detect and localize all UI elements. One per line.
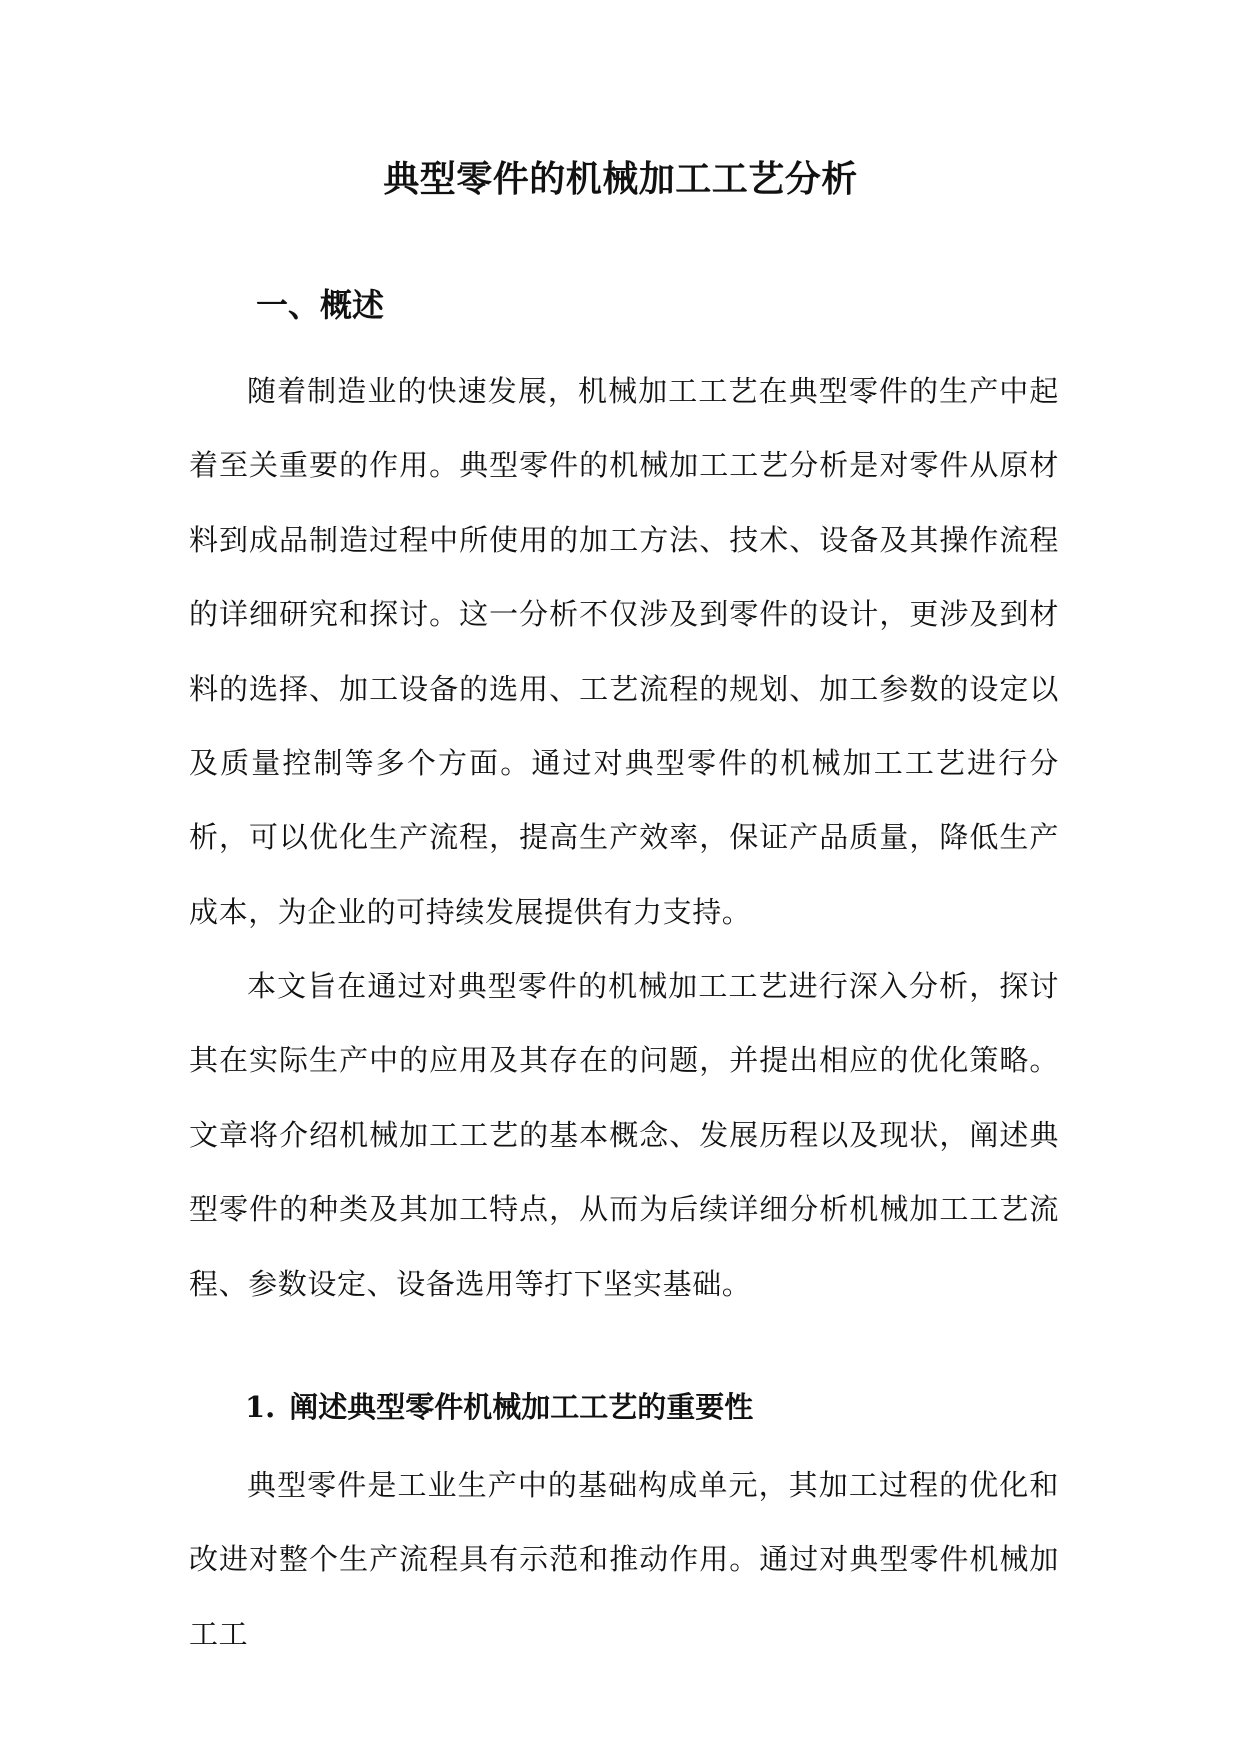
paragraph: 本文旨在通过对典型零件的机械加工工艺进行深入分析，探讨其在实际生产中的应用及其存在的问题，并提出相应的优化策略。文章将介绍机械加工工艺的基本概念、发展历程以及现状，阐述典型零件的种类及其加工特点，从而为后续详细分析机械加工工艺流程、参数设定、设备选用等打下坚实基础。	[189, 969, 1059, 1301]
section-heading-overview: 一、概述	[256, 286, 385, 324]
subsection-number: 1.	[245, 1390, 276, 1424]
subsection-heading	[245, 1382, 753, 1432]
document-title: 典型零件的机械加工工艺分析	[383, 158, 858, 200]
subsection-title: 阐述典型零件机械加工工艺的重要性	[289, 1390, 754, 1424]
paragraph: 随着制造业的快速发展，机械加工工艺在典型零件的生产中起着至关重要的作用。典型零件的机械加工工艺分析是对零件从原材料到成品制造过程中所使用的加工方法、技术、设备及其操作流程的详细研究和探讨。这一分析不仅涉及到零件的设计，更涉及到材料的选择、加工设备的选用、工艺流程的规划、加工参数的设定以及质量控制等多个方面。通过对典型零件的机械加工工艺进行分析，可以优化生产流程，提高生产效率，保证产品质量，降低生产成本，为企业的可持续发展提供有力支持。	[189, 374, 1059, 929]
paragraph: 典型零件是工业生产中的基础构成单元，其加工过程的优化和改进对整个生产流程具有示范和推动作用。通过对典型零件机械加工工	[189, 1468, 1059, 1651]
